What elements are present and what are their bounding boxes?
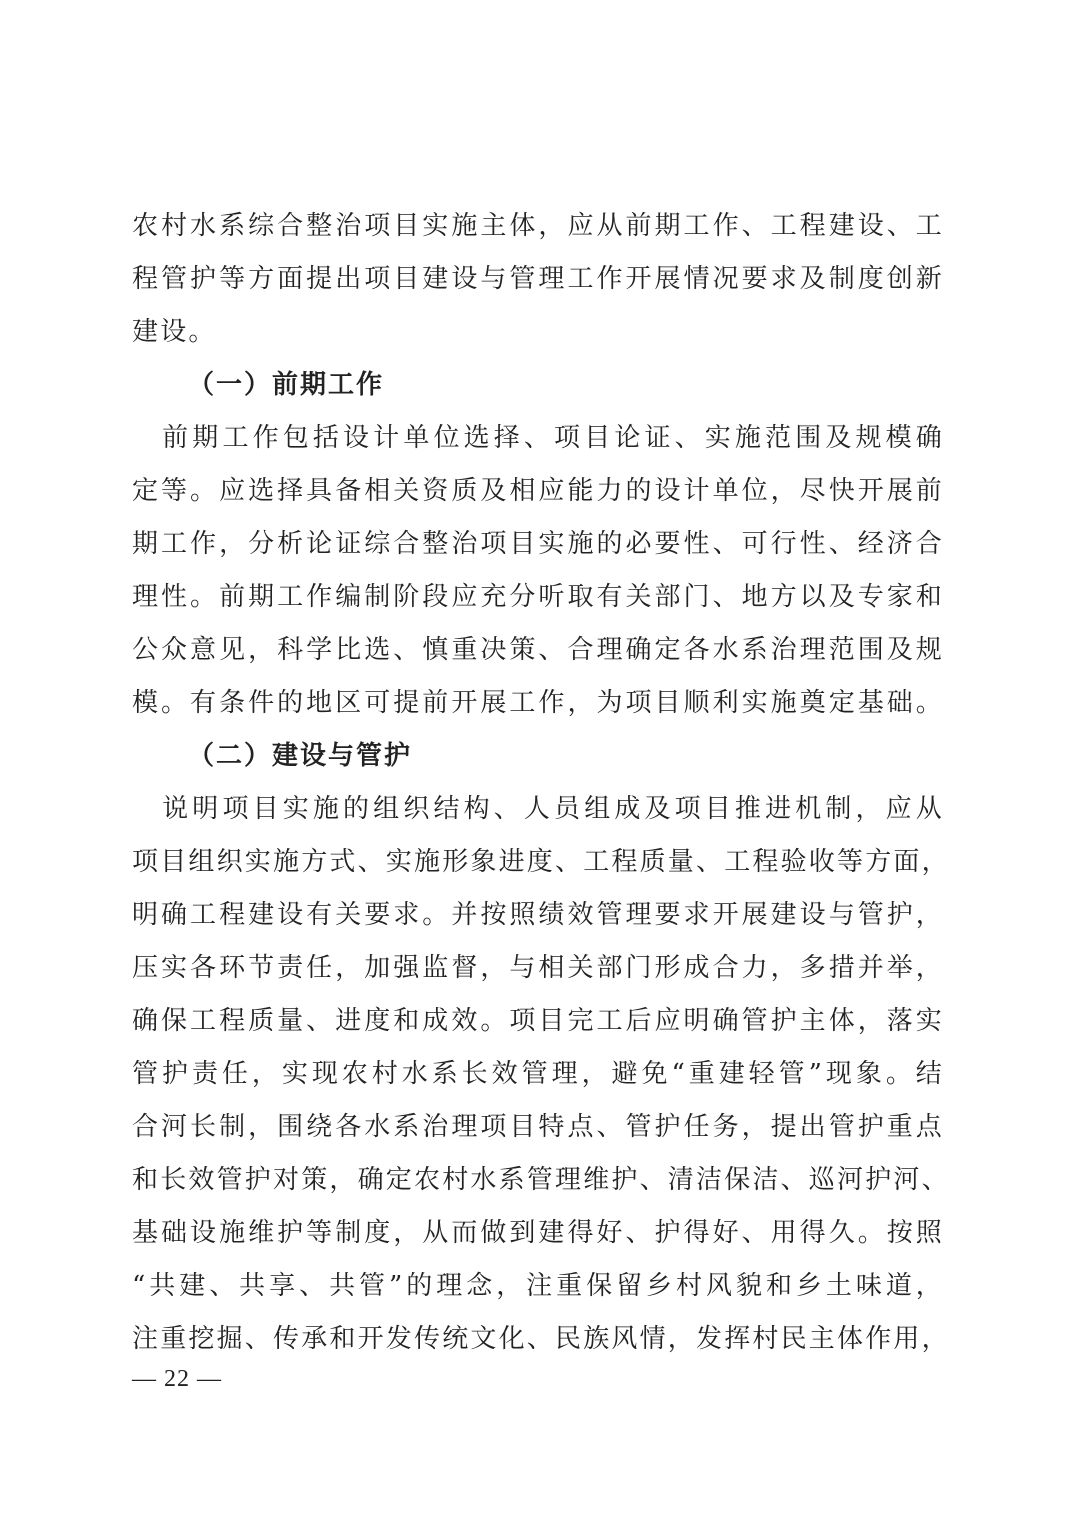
paragraph-line: 期工作，分析论证综合整治项目实施的必要性、可行性、经济合 [132, 529, 944, 559]
paragraph-line: 管护责任，实现农村水系长效管理，避免“重建轻管”现象。结 [132, 1059, 944, 1089]
page-number: — 22 — [132, 1366, 222, 1392]
paragraph-line: 公众意见，科学比选、慎重决策、合理确定各水系治理范围及规 [132, 635, 944, 665]
intro-line: 农村水系综合整治项目实施主体，应从前期工作、工程建设、工 [132, 211, 944, 241]
paragraph-line: 确保工程质量、进度和成效。项目完工后应明确管护主体，落实 [132, 1006, 944, 1036]
paragraph-line: 合河长制，围绕各水系治理项目特点、管护任务，提出管护重点 [132, 1112, 944, 1142]
section-heading-preliminary-work: （一）前期工作 [188, 370, 385, 400]
paragraph-line: 压实各环节责任，加强监督，与相关部门形成合力，多措并举， [132, 953, 944, 983]
paragraph-line: 注重挖掘、传承和开发传统文化、民族风情，发挥村民主体作用， [132, 1324, 950, 1354]
body-text [132, 200, 950, 1366]
paragraph-line: 和长效管护对策，确定农村水系管理维护、清洁保洁、巡河护河、 [132, 1165, 950, 1195]
intro-line: 程管护等方面提出项目建设与管理工作开展情况要求及制度创新 [132, 264, 944, 294]
paragraph-line: 定等。应选择具备相关资质及相应能力的设计单位，尽快开展前 [132, 476, 944, 506]
paragraph-line: 理性。前期工作编制阶段应充分听取有关部门、地方以及专家和 [132, 582, 944, 612]
intro-line: 建设。 [132, 317, 217, 347]
paragraph-line: 明确工程建设有关要求。并按照绩效管理要求开展建设与管护， [132, 900, 944, 930]
paragraph-line: 前期工作包括设计单位选择、项目论证、实施范围及规模确 [132, 423, 944, 453]
section-heading-construction-maintenance: （二）建设与管护 [188, 741, 413, 771]
paragraph-line: 项目组织实施方式、实施形象进度、工程质量、工程验收等方面， [132, 847, 950, 877]
paragraph-line: “共建、共享、共管”的理念，注重保留乡村风貌和乡土味道， [132, 1271, 944, 1301]
paragraph-line: 基础设施维护等制度，从而做到建得好、护得好、用得久。按照 [132, 1218, 944, 1248]
paragraph-line: 模。有条件的地区可提前开展工作，为项目顺利实施奠定基础。 [132, 688, 944, 718]
paragraph-line: 说明项目实施的组织结构、人员组成及项目推进机制，应从 [132, 794, 944, 824]
